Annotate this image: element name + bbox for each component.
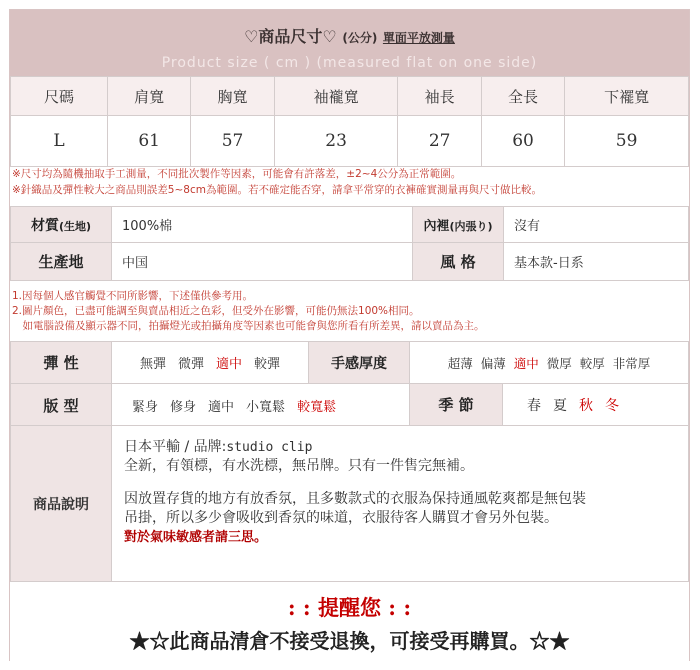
season-option: 春 <box>527 398 541 414</box>
fit-option: 緊身 <box>132 399 159 415</box>
size-cell: 23 <box>274 116 398 167</box>
description-warning: 對於氣味敏感者請三思。 <box>124 530 268 545</box>
thickness-option: 偏薄 <box>480 355 506 371</box>
description-line: 全新，有領標，有水洗標，無吊牌。只有一件售完無補。 <box>124 458 474 474</box>
elasticity-option: 微彈 <box>177 357 204 372</box>
reminder-box <box>10 583 689 661</box>
fit-options <box>112 384 410 427</box>
thickness-label: 手感厚度 <box>309 342 410 384</box>
season-option-selected: 秋 <box>579 398 593 414</box>
color-note: 2.圖片顏色，已盡可能調至與賣品相近之色彩，但受外在影響，可能仍無法100%相同。 <box>12 305 420 317</box>
season-option: 夏 <box>553 398 567 414</box>
description-body <box>112 426 689 582</box>
style-label: 風 格 <box>413 243 504 281</box>
description-table <box>10 425 689 582</box>
attribute-table <box>10 341 689 427</box>
lining-label-sub: (内張り) <box>449 220 493 233</box>
season-row <box>410 384 688 426</box>
size-table-header-row <box>11 77 689 116</box>
thickness-option: 非常厚 <box>612 355 651 371</box>
size-col-header: 胸寬 <box>191 77 274 116</box>
size-cell: 27 <box>398 116 481 167</box>
thickness-option: 超薄 <box>447 355 473 371</box>
fit-option: 適中 <box>208 399 235 415</box>
method-text: 單面平放測量 <box>382 31 455 45</box>
brand-name: studio clip <box>226 440 313 455</box>
material-label-sub: (生地) <box>58 219 92 233</box>
unit-text: (公分) <box>342 31 378 45</box>
origin-brand-prefix: 日本平輸 / 品牌: <box>124 439 227 455</box>
material-table <box>10 206 689 281</box>
fit-option: 修身 <box>170 399 197 415</box>
size-col-header: 全長 <box>481 77 564 116</box>
size-table <box>10 76 689 167</box>
lining-label <box>413 207 504 243</box>
table-row <box>11 116 689 167</box>
table-row <box>11 426 689 582</box>
size-cell: 60 <box>481 116 564 167</box>
thickness-option-selected: 適中 <box>513 355 539 371</box>
color-note: 1.因每個人感官觸覺不同所影響，下述僅供參考用。 <box>12 290 254 302</box>
thickness-options <box>410 342 689 384</box>
elasticity-option-selected: 適中 <box>216 357 243 372</box>
size-header-title <box>10 24 689 47</box>
origin-label: 生產地 <box>11 243 112 281</box>
size-col-header: 袖襱寬 <box>274 77 398 116</box>
title-text: ♡商品尺寸♡ <box>244 27 337 46</box>
size-header <box>10 10 689 76</box>
size-note: ※尺寸均為隨機抽取手工測量，不同批次製作等因素，可能會有許落差，±2~4公分為正常範圍。 <box>12 168 462 180</box>
table-row <box>11 384 689 427</box>
elasticity-label: 彈 性 <box>11 342 112 384</box>
material-label <box>11 207 112 243</box>
size-col-header: 尺碼 <box>11 77 108 116</box>
size-cell: L <box>11 116 108 167</box>
description-line: 因放置存貨的地方有放香氛，且多數款式的衣服為保持通風乾爽都是無包裝 <box>124 491 586 507</box>
reminder-text: ★☆此商品清倉不接受退換，可接受再購買。☆★ <box>129 629 570 653</box>
table-row <box>11 207 689 243</box>
table-row <box>11 243 689 281</box>
season-label: 季 節 <box>410 384 503 426</box>
elasticity-option: 無彈 <box>139 357 166 372</box>
season-cell <box>410 384 689 427</box>
reminder-title: : : 提醒您 : : <box>287 595 412 620</box>
thickness-option: 微厚 <box>546 355 572 371</box>
season-option-selected: 冬 <box>605 398 619 414</box>
origin-value: 中国 <box>112 243 413 281</box>
fit-option: 小寬鬆 <box>246 399 286 415</box>
fit-option-selected: 較寬鬆 <box>297 399 337 415</box>
size-cell: 57 <box>191 116 274 167</box>
description-line <box>124 438 688 457</box>
size-header-subtitle: Product size ( cm ) (measured flat on one side) <box>161 55 538 71</box>
size-col-header: 肩寬 <box>108 77 191 116</box>
elasticity-option: 較彈 <box>254 357 281 372</box>
size-cell: 61 <box>108 116 191 167</box>
size-col-header: 下襬寬 <box>565 77 689 116</box>
lining-label-text: 內裡 <box>423 219 450 234</box>
description-spacer <box>124 476 688 490</box>
season-options <box>503 395 688 415</box>
table-row <box>11 342 689 384</box>
description-label: 商品說明 <box>11 426 112 582</box>
size-col-header: 袖長 <box>398 77 481 116</box>
size-note: ※針織品及彈性較大之商品則誤差5~8cm為範圍。若不確定能否穿，請拿平常穿的衣褲確實測量再與尺寸做比較。 <box>12 184 542 196</box>
elasticity-options <box>112 342 309 384</box>
thickness-option: 較厚 <box>579 355 605 371</box>
style-value: 基本款-日系 <box>504 243 689 281</box>
lining-value: 沒有 <box>504 207 689 243</box>
material-value: 100%棉 <box>112 207 413 243</box>
description-line: 吊掛，所以多少會吸收到香氛的味道，衣服待客人購買才會另外包裝。 <box>124 510 558 526</box>
material-label-text: 材質 <box>30 217 59 234</box>
color-note: 如電腦設備及顯示器不同，拍攝燈光或拍攝角度等因素也可能會與您所看有所差異，請以賣品為主。 <box>12 320 485 332</box>
size-cell: 59 <box>565 116 689 167</box>
fit-label: 版 型 <box>11 384 112 427</box>
